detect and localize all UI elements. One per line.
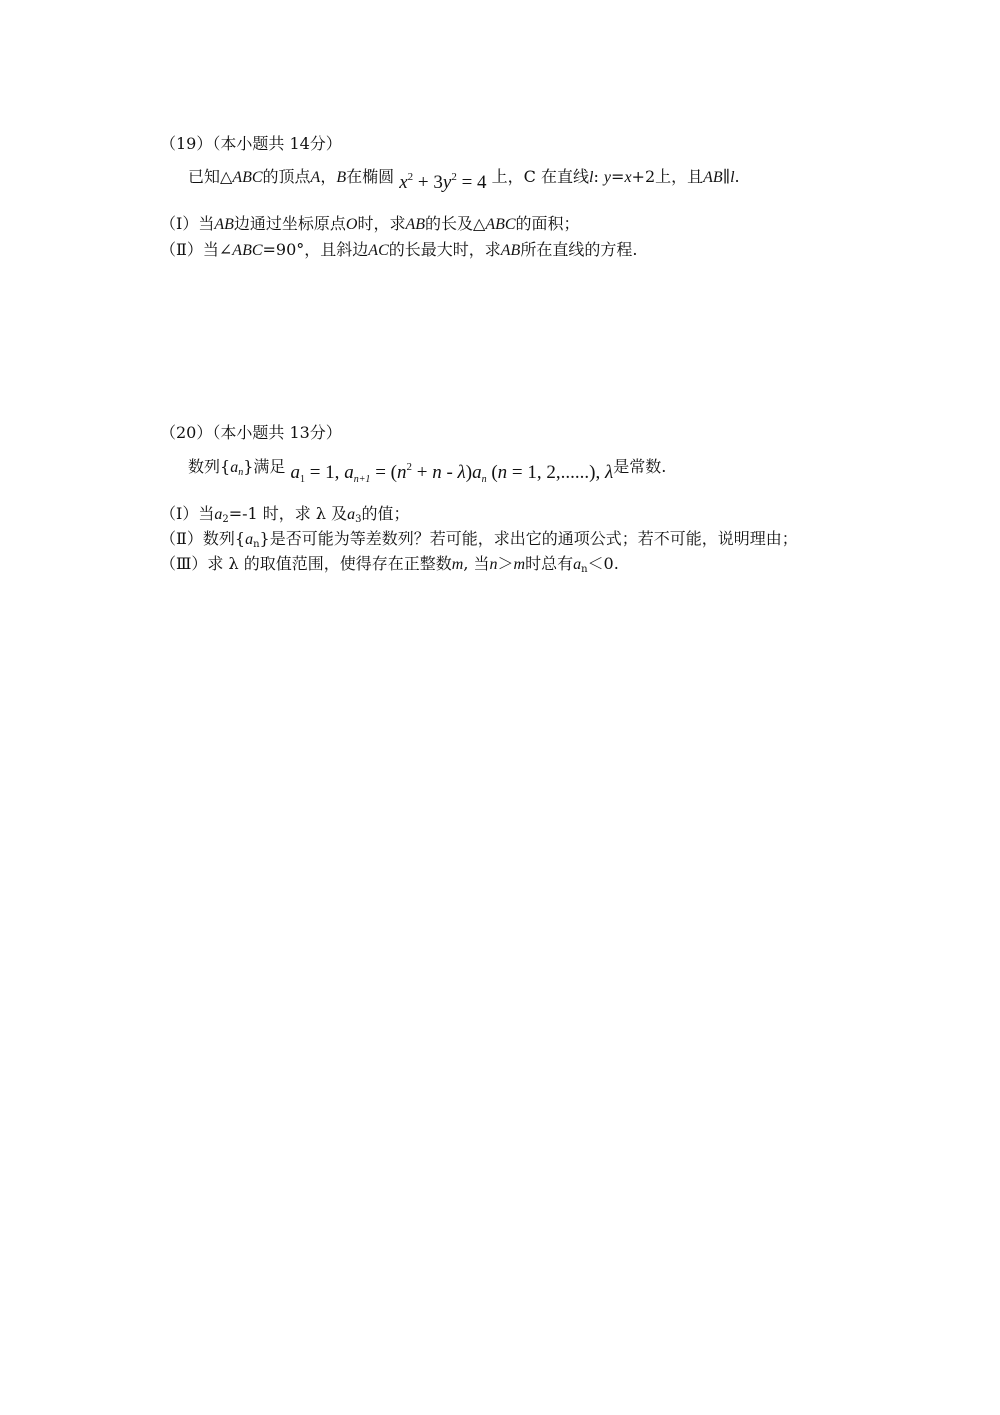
q20-header: （20）（本小题共 13分） xyxy=(160,423,342,442)
q19-part2: （Ⅱ）当∠ABC=90°，且斜边AC的长最大时，求AB所在直线的方程. xyxy=(160,240,638,259)
q20-part1: （Ⅰ）当$a_2=-1$ 时，求 λ 及$a_3$的值； xyxy=(160,504,410,525)
ellipse-formula: $x^2 + 3y^2 = 4$ xyxy=(399,171,487,193)
q20-stem: 数列$\{a_n\}$满足 $a_1 = 1$, $a_{n+1} = (n^2 + n - \lambda)a_n$ (n = 1, 2,......), λ是常数. xyxy=(188,457,667,485)
q19-stem: 已知△ABC的顶点A，B在椭圆 $x^2 + 3y^2 = 4$ 上，C 在直线l: y=x+2上，且AB∥l. xyxy=(188,167,740,193)
q20-part2: （Ⅱ）数列$\{a_n\}$是否可能为等差数列？若可能，求出它的通项公式；若不可能，说明理由； xyxy=(160,529,798,550)
q19-part1: （Ⅰ）当AB边通过坐标原点O时，求AB的长及△ABC的面积； xyxy=(160,214,580,233)
q19-header: （19）（本小题共 14分） xyxy=(160,134,342,153)
recurrence-formula: $a_1 = 1$, $a_{n+1} = (n^2 + n - \lambda)a_n$ (n = 1, 2,......), λ xyxy=(290,461,614,485)
q20-part3: （Ⅲ）求 λ 的取值范围，使得存在正整数m, 当n＞m时总有$a_n<0$. xyxy=(160,554,619,575)
